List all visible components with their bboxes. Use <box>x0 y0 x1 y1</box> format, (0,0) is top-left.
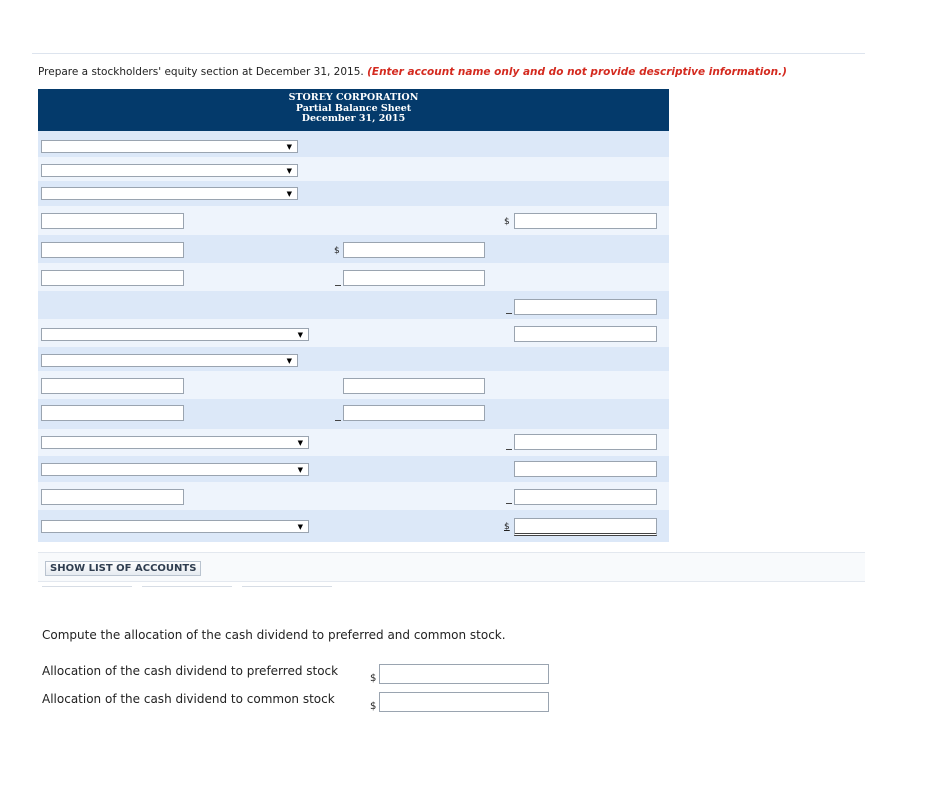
table-row <box>38 157 669 181</box>
preferred-allocation-label: Allocation of the cash dividend to preferred stock <box>42 664 339 678</box>
dollar-sign: $ <box>504 217 510 227</box>
dollar-sign: $ <box>504 522 510 532</box>
table-row <box>38 456 669 482</box>
underline-mark <box>335 420 341 421</box>
dollar-sign: $ <box>370 701 377 712</box>
balance-sheet-table <box>38 89 669 542</box>
company-name: STOREY CORPORATION <box>288 92 419 103</box>
dollar-sign: $ <box>334 246 340 256</box>
account-dropdown[interactable] <box>41 354 298 367</box>
account-dropdown[interactable] <box>41 328 309 341</box>
hidden-button-edge <box>142 586 232 590</box>
dropdown-arrow-icon: ▼ <box>286 143 292 151</box>
amount-input[interactable] <box>343 378 485 394</box>
account-name-input[interactable] <box>41 489 184 505</box>
table-row <box>38 429 669 456</box>
account-name-input[interactable] <box>41 378 184 394</box>
table-row <box>38 399 669 429</box>
total-amount-input[interactable] <box>514 518 657 536</box>
table-row <box>38 347 669 371</box>
account-dropdown[interactable] <box>41 520 309 533</box>
underline-mark <box>506 313 512 314</box>
table-row <box>38 371 669 399</box>
dropdown-arrow-icon: ▼ <box>297 466 303 474</box>
amount-input[interactable] <box>514 326 657 342</box>
dollar-sign: $ <box>370 673 377 684</box>
top-divider <box>32 53 865 54</box>
amount-input[interactable] <box>514 213 657 229</box>
account-dropdown[interactable] <box>41 187 298 200</box>
common-allocation-input[interactable] <box>379 692 549 712</box>
sheet-title: Partial Balance Sheet <box>295 102 412 114</box>
dropdown-arrow-icon: ▼ <box>286 357 292 365</box>
underline-mark <box>506 449 512 450</box>
account-name-input[interactable] <box>41 213 184 229</box>
balance-sheet-header <box>38 89 669 131</box>
account-dropdown[interactable] <box>41 463 309 476</box>
instructions-note: (Enter account name only and do not provide descriptive information.) <box>367 66 787 78</box>
account-name-input[interactable] <box>41 405 184 421</box>
account-dropdown[interactable] <box>41 164 298 177</box>
table-row <box>38 482 669 510</box>
dropdown-arrow-icon: ▼ <box>286 167 292 175</box>
preferred-allocation-input[interactable] <box>379 664 549 684</box>
amount-input[interactable] <box>343 270 485 286</box>
amount-input[interactable] <box>514 299 657 315</box>
dropdown-arrow-icon: ▼ <box>286 190 292 198</box>
amount-input[interactable] <box>514 489 657 505</box>
table-row <box>38 291 669 319</box>
amount-input[interactable] <box>343 242 485 258</box>
table-row <box>38 131 669 157</box>
sheet-date: December 31, 2015 <box>301 113 406 124</box>
account-dropdown[interactable] <box>41 140 298 153</box>
hidden-button-edge <box>42 586 132 590</box>
dropdown-arrow-icon: ▼ <box>297 331 303 339</box>
account-name-input[interactable] <box>41 270 184 286</box>
instructions-prompt: Prepare a stockholders' equity section at December 31, 2015. <box>38 66 364 78</box>
table-row <box>38 206 669 235</box>
table-row <box>38 263 669 291</box>
amount-input[interactable] <box>343 405 485 421</box>
dropdown-arrow-icon: ▼ <box>297 523 303 531</box>
table-row <box>38 319 669 347</box>
show-list-of-accounts-button[interactable]: SHOW LIST OF ACCOUNTS <box>45 561 201 576</box>
underline-mark <box>335 285 341 286</box>
dropdown-arrow-icon: ▼ <box>297 439 303 447</box>
table-row <box>38 510 669 542</box>
button-bar <box>38 552 865 582</box>
allocation-heading: Compute the allocation of the cash dividend to preferred and common stock. <box>42 628 506 642</box>
table-row <box>38 181 669 206</box>
hidden-button-edge <box>242 586 332 590</box>
amount-input[interactable] <box>514 461 657 477</box>
amount-input[interactable] <box>514 434 657 450</box>
table-row <box>38 235 669 263</box>
underline-mark <box>506 503 512 504</box>
instructions <box>38 66 787 78</box>
account-dropdown[interactable] <box>41 436 309 449</box>
account-name-input[interactable] <box>41 242 184 258</box>
common-allocation-label: Allocation of the cash dividend to common stock <box>42 692 335 706</box>
